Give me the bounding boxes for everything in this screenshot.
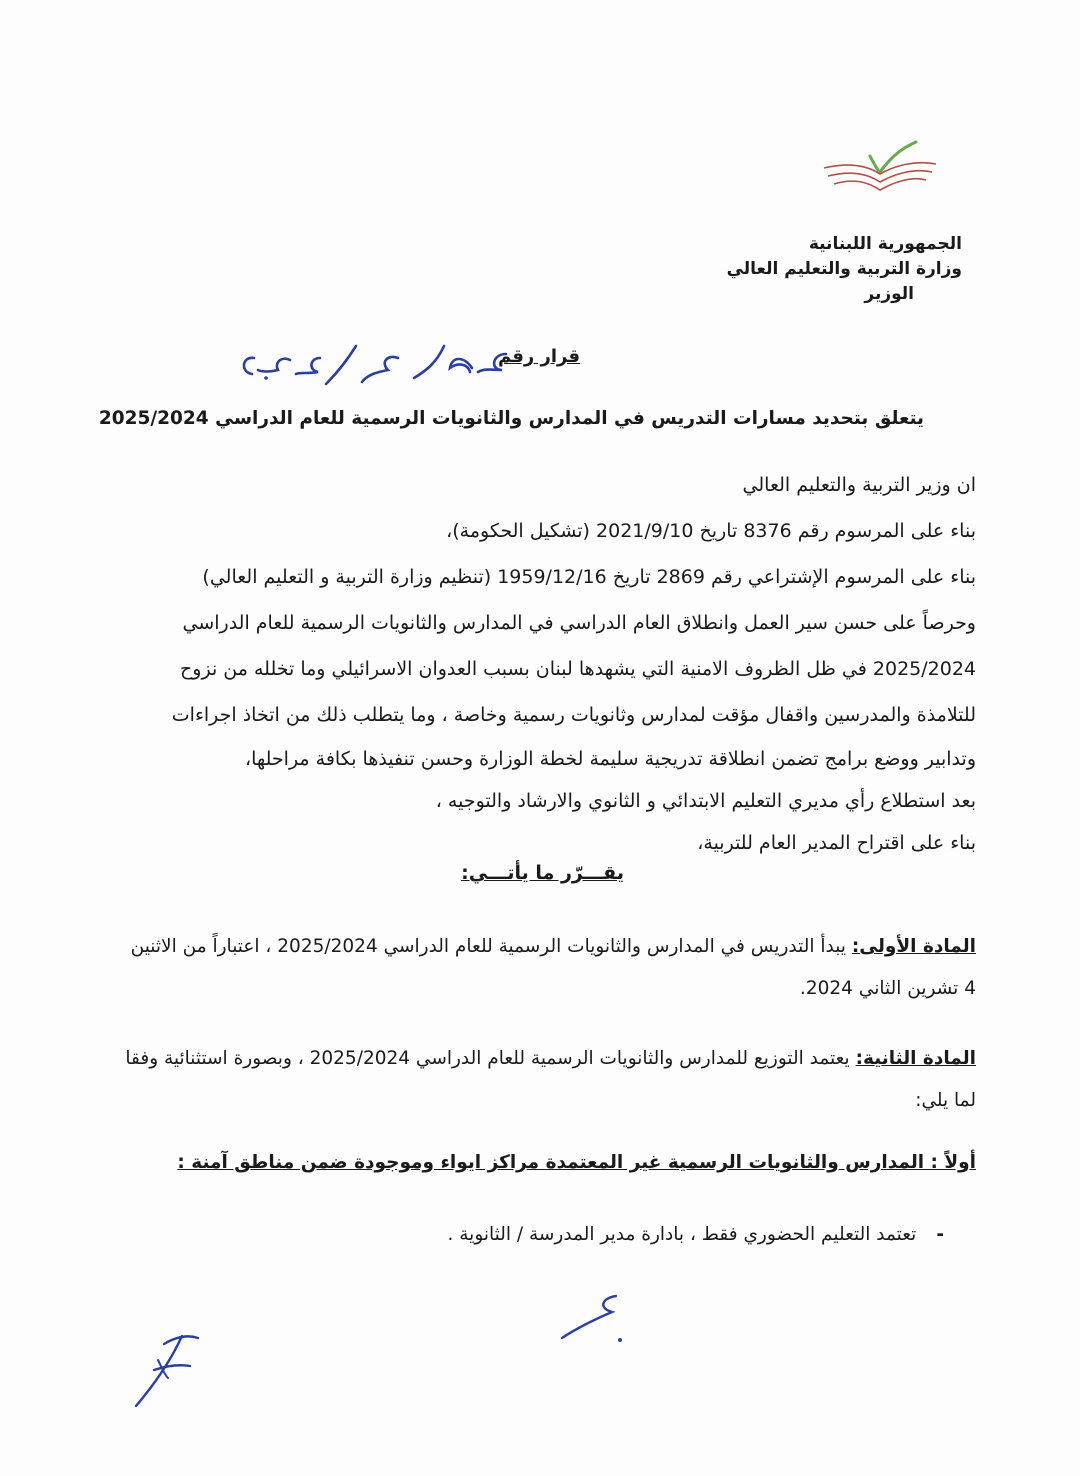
preamble-line: ان وزير التربية والتعليم العالي <box>742 474 976 496</box>
section-one-heading: أولاً : المدارس والثانويات الرسمية غير المعتمدة مراكز ايواء وموجودة ضمن مناطق آمنة : <box>177 1152 976 1173</box>
article-two <box>96 1038 976 1122</box>
preamble <box>116 462 976 864</box>
article-one <box>96 926 976 1010</box>
republic-name: الجمهورية اللبنانية <box>808 234 962 254</box>
article-one-label: المادة الأولى: <box>851 936 976 957</box>
article-two-text: يعتمد التوزيع للمدارس والثانويات الرسمية للعام الدراسي 2025/2024 ، وبصورة استثنائية وفقا <box>125 1048 856 1069</box>
signature-initials-icon <box>128 1330 208 1410</box>
preamble-line: بعد استطلاع رأي مديري التعليم الابتدائي و الثانوي والارشاد والتوجيه ، <box>435 790 976 812</box>
bullet-text: تعتمد التعليم الحضوري فقط ، بادارة مدير المدرسة / الثانوية . <box>447 1224 917 1245</box>
ministry-logo-icon <box>820 138 940 194</box>
article-one-text: يبدأ التدريس في المدارس والثانويات الرسمية للعام الدراسي 2025/2024 ، اعتباراً من الاثنين <box>130 936 852 957</box>
preamble-line: 2025/2024 في ظل الظروف الامنية التي يشهدها لبنان بسبب العدوان الاسرائيلي وما تخلله من نزوح <box>180 658 976 680</box>
ministry-name: وزارة التربية والتعليم العالي <box>726 259 962 279</box>
preamble-line: للتلامذة والمدرسين واقفال مؤقت لمدارس وثانويات رسمية وخاصة ، وما يتطلب ذلك من اتخاذ اجراءات <box>171 704 976 726</box>
letterhead <box>702 232 962 307</box>
minister-title: الوزير <box>864 284 914 304</box>
resolves-heading: يقـــرّر ما يأتـــي: <box>461 862 624 884</box>
article-one-continuation: 4 تشرين الثاني 2024. <box>799 978 976 999</box>
handwritten-decision-number <box>238 338 518 398</box>
decision-subject: يتعلق بتحديد مسارات التدريس في المدارس والثانويات الرسمية للعام الدراسي 2025/2024 <box>98 408 924 429</box>
handwritten-mark-icon <box>554 1290 644 1350</box>
preamble-line: وحرصاً على حسن سير العمل وانطلاق العام الدراسي في المدارس والثانويات الرسمية للعام الدراسي <box>182 612 976 634</box>
decision-label: قرار رقم <box>497 346 580 367</box>
preamble-line: بناء على اقتراح المدير العام للتربية، <box>697 832 976 854</box>
bullet-item <box>447 1224 944 1245</box>
preamble-line: بناء على المرسوم رقم 8376 تاريخ 2021/9/10 (تشكيل الحكومة)، <box>446 520 976 542</box>
bullet-dash: - <box>936 1224 944 1245</box>
article-two-label: المادة الثانية: <box>855 1048 976 1069</box>
preamble-line: بناء على المرسوم الإشتراعي رقم 2869 تاريخ 1959/12/16 (تنظيم وزارة التربية و التعليم العالي) <box>202 566 976 588</box>
preamble-line: وتدابير ووضع برامج تضمن انطلاقة تدريجية سليمة لخطة الوزارة وحسن تنفيذها بكافة مراحلها، <box>244 748 976 770</box>
article-two-continuation: لما يلي: <box>915 1090 976 1111</box>
